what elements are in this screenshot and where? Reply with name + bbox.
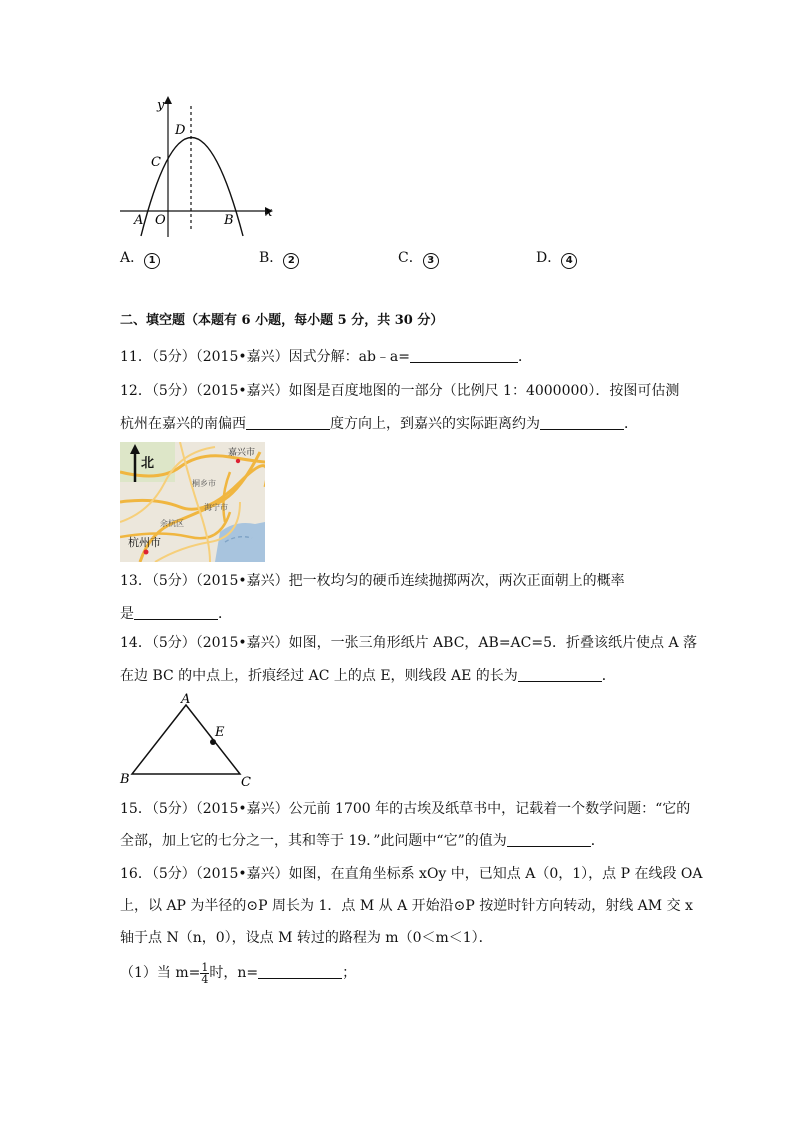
- label-C: C: [241, 775, 251, 790]
- question-12-line2: 杭州在嘉兴的南偏西 度方向上，到嘉兴的实际距离约为 ．: [120, 416, 638, 432]
- label-B: B: [224, 213, 234, 228]
- question-16-line2: 上，以 AP 为半径的⊙P 周长为 1．点 M 从 A 开始沿⊙P 按逆时针方向转动，射线 AM 交 x: [120, 898, 693, 914]
- choice-b: B． 2: [259, 248, 299, 269]
- map-tongxiang: 桐乡市: [192, 479, 216, 488]
- label-E: E: [215, 725, 225, 740]
- label-C: C: [151, 155, 161, 170]
- answer-blank[interactable]: [258, 964, 342, 979]
- question-16-line3: 轴于点 N（n，0），设点 M 转过的路程为 m（0＜m＜1）．: [120, 930, 493, 946]
- label-B: B: [120, 772, 130, 787]
- question-14-line1: 14．（5分）（2015•嘉兴）如图，一张三角形纸片 ABC，AB=AC=5．折叠该纸片使点 A 落: [120, 635, 698, 651]
- circled-number: 3: [423, 253, 439, 269]
- label-A: A: [134, 213, 144, 228]
- section-title: 二、填空题（本题有 6 小题，每小题 5 分，共 30 分）: [120, 313, 444, 328]
- answer-blank[interactable]: [134, 605, 218, 620]
- map-yuhang: 余杭区: [160, 519, 184, 528]
- question-12-line1: 12．（5分）（2015•嘉兴）如图是百度地图的一部分（比例尺 1：4000000）．按图可估测: [120, 383, 680, 399]
- circled-number: 2: [283, 253, 299, 269]
- baidu-map: [120, 442, 265, 562]
- map-jiaxing: 嘉兴市: [228, 448, 256, 458]
- answer-blank[interactable]: [246, 415, 330, 430]
- question-13-line2: 是 ．: [120, 606, 232, 622]
- circled-number: 4: [561, 253, 577, 269]
- choice-d: D． 4: [536, 248, 577, 269]
- answer-blank[interactable]: [507, 832, 591, 847]
- answer-blank[interactable]: [540, 415, 624, 430]
- map-north-label: 北: [141, 456, 155, 471]
- triangle-figure: [115, 692, 260, 792]
- map-hangzhou: 杭州市: [128, 536, 161, 549]
- choice-c: C． 3: [398, 248, 439, 269]
- question-14-line2: 在边 BC 的中点上，折痕经过 AC 上的点 E，则线段 AE 的长为 ．: [120, 668, 616, 684]
- parabola-graph: [115, 92, 280, 242]
- label-D: D: [175, 123, 186, 138]
- map-haining: 海宁市: [204, 503, 228, 512]
- label-O: O: [155, 213, 166, 228]
- question-16-line1: 16．（5分）（2015•嘉兴）如图，在直角坐标系 xOy 中，已知点 A（0，1），点 P 在线段 OA: [120, 866, 703, 882]
- question-15-line1: 15．（5分）（2015•嘉兴）公元前 1700 年的古埃及纸草书中，记载着一个数学问题：“它的: [120, 801, 691, 817]
- question-13-line1: 13．（5分）（2015•嘉兴）把一枚均匀的硬币连续抛掷两次，两次正面朝上的概率: [120, 573, 625, 589]
- y-axis-arrow: [164, 96, 172, 104]
- question-11: 11．（5分）（2015•嘉兴）因式分解：ab﹣a= ．: [120, 349, 532, 365]
- circled-number: 1: [144, 253, 160, 269]
- question-15-line2: 全部，加上它的七分之一，其和等于 19．”此问题中“它”的值为 ．: [120, 833, 605, 849]
- label-x: x: [265, 205, 273, 220]
- label-y: y: [157, 98, 165, 113]
- fraction: $\frac{1}{4}$: [201, 960, 209, 986]
- answer-blank[interactable]: [410, 348, 518, 363]
- question-16-part1: （1）当 m= $\frac{1}{4}$ 时，n= ；: [120, 960, 357, 986]
- choice-a: A． 1: [120, 248, 160, 269]
- label-A: A: [181, 692, 191, 707]
- answer-blank[interactable]: [518, 667, 602, 682]
